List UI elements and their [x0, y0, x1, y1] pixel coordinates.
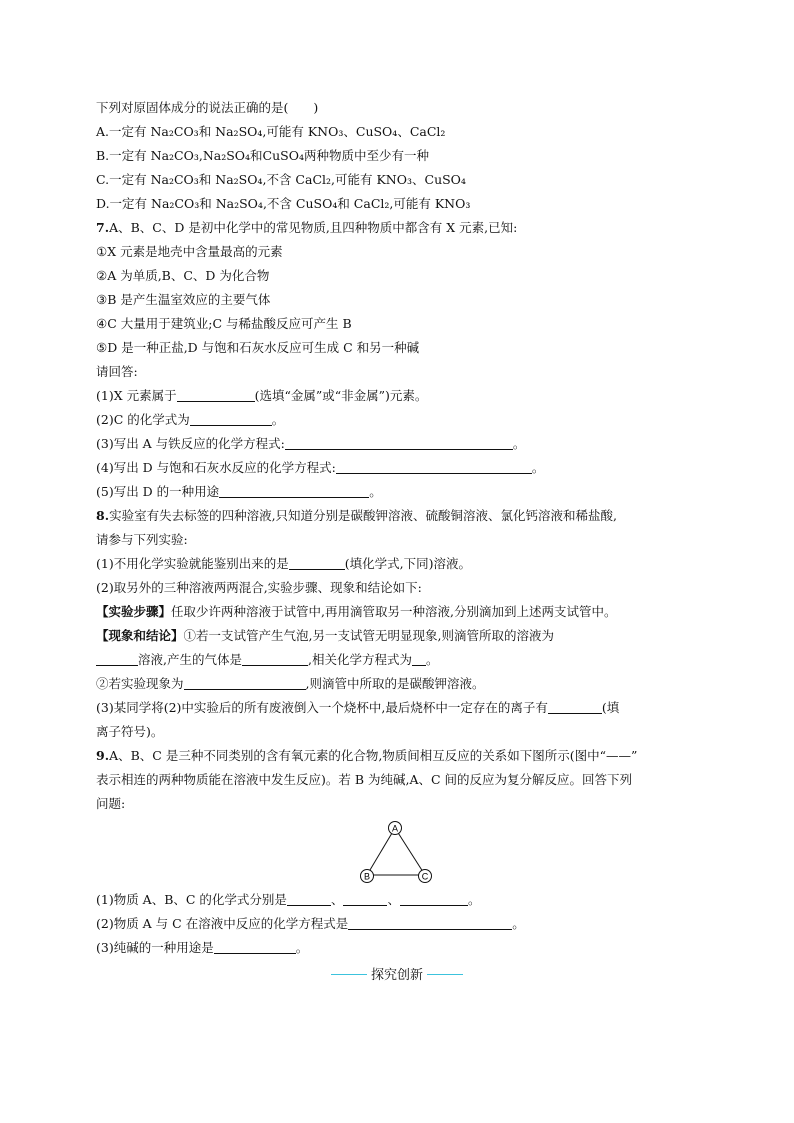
obs3-a: ②若实验现象为: [96, 676, 184, 691]
step-tag: 【实验步骤】: [96, 604, 172, 619]
option-c: C.一定有 Na₂CO₃和 Na₂SO₄,不含 CaCl₂,可能有 KNO₃、CuSO₄: [96, 172, 466, 187]
q9-stem-3: 问题:: [96, 796, 126, 811]
q8-steps: [96, 604, 616, 620]
q7-1-pre: (1)X 元素属于: [96, 388, 177, 403]
q7-3-post: 。: [512, 436, 526, 451]
answer-blank[interactable]: [336, 461, 532, 474]
q8-observation-3: [96, 676, 485, 692]
q7-part-4: [96, 460, 544, 476]
q7-part-2: [96, 412, 284, 428]
q7-part-3: [96, 436, 525, 452]
relation-diagram: [355, 820, 445, 890]
q7-5-post: 。: [369, 484, 382, 499]
q8-observation: [96, 628, 554, 644]
answer-blank[interactable]: [214, 941, 296, 954]
q7-3-pre: (3)写出 A 与铁反应的化学方程式:: [96, 436, 285, 451]
q8-stem-2: 请参与下列实验:: [96, 532, 188, 547]
answer-blank[interactable]: [348, 917, 512, 930]
section-title: [0, 964, 794, 983]
edge-ac: [395, 828, 425, 875]
obs3-b: ,则滴管中所取的是碳酸钾溶液。: [305, 676, 485, 691]
q7-4-pre: (4)写出 D 与饱和石灰水反应的化学方程式:: [96, 460, 336, 475]
q7-part-5: [96, 484, 382, 500]
answer-blank[interactable]: [412, 653, 426, 666]
q8-part-1: [96, 556, 471, 572]
q8-3-post: (填: [601, 700, 620, 715]
answer-blank[interactable]: [400, 893, 468, 906]
title-rule-left: [331, 974, 367, 975]
q8-part-2: (2)取另外的三种溶液两两混合,实验步骤、现象和结论如下:: [96, 580, 422, 595]
q7-cond-1: ①X 元素是地壳中含量最高的元素: [96, 244, 283, 259]
option-d: D.一定有 Na₂CO₃和 Na₂SO₄,不含 CuSO₄和 CaCl₂,可能有 KNO₃: [96, 196, 471, 211]
q7-cond-2: ②A 为单质,B、C、D 为化合物: [96, 268, 270, 283]
section-title-text: 探究创新: [370, 968, 423, 983]
obs-text: ①若一支试管产生气泡,另一支试管无明显现象,则滴管所取的溶液为: [183, 628, 554, 643]
q8-part-3: [96, 700, 619, 716]
q8-3-pre: (3)某同学将(2)中实验后的所有废液倒入一个烧杯中,最后烧杯中一定存在的离子有: [96, 700, 548, 715]
answer-blank[interactable]: [289, 557, 345, 570]
q8-observation-2: [96, 652, 438, 668]
answer-blank[interactable]: [96, 653, 138, 666]
q7-text: A、B、C、D 是初中化学中的常见物质,且四种物质中都含有 X 元素,已知:: [109, 220, 518, 235]
obs2-b: ,相关化学方程式为: [307, 652, 412, 667]
q9-3-pre: (3)纯碱的一种用途是: [96, 940, 214, 955]
q8-1-post: (填化学式,下同)溶液。: [344, 556, 471, 571]
q7-part-1: [96, 388, 427, 404]
q7-ask: 请回答:: [96, 364, 138, 379]
q9-text: A、B、C 是三种不同类别的含有氧元素的化合物,物质间相互反应的关系如下图所示(图中“——”: [109, 748, 638, 763]
answer-blank[interactable]: [184, 677, 306, 690]
q9-part-2: [96, 916, 525, 932]
answer-blank[interactable]: [343, 893, 387, 906]
q8-number: 8.: [96, 508, 110, 523]
q8-stem: [96, 508, 617, 524]
answer-blank[interactable]: [190, 413, 272, 426]
q7-cond-3: ③B 是产生温室效应的主要气体: [96, 292, 271, 307]
q9-1-pre: (1)物质 A、B、C 的化学式分别是: [96, 892, 287, 907]
title-rule-right: [427, 974, 463, 975]
q9-part-1: [96, 892, 480, 908]
q7-4-post: 。: [531, 460, 545, 475]
answer-blank[interactable]: [219, 485, 369, 498]
q8-text: 实验室有失去标签的四种溶液,只知道分别是碳酸钾溶液、硫酸铜溶液、氯化钙溶液和稀盐酸,: [109, 508, 618, 523]
q8-1-pre: (1)不用化学实验就能鉴别出来的是: [96, 556, 289, 571]
q9-number: 9.: [96, 748, 110, 763]
q9-2-post: 。: [512, 916, 525, 931]
q7-5-pre: (5)写出 D 的一种用途: [96, 484, 220, 499]
node-a-label: A: [391, 823, 399, 834]
obs-tag: 【现象和结论】: [96, 628, 184, 643]
option-a: A.一定有 Na₂CO₃和 Na₂SO₄,可能有 KNO₃、CuSO₄、CaCl₂: [96, 124, 446, 139]
node-c-label: C: [421, 871, 429, 882]
q7-stem: [96, 220, 517, 236]
q7-cond-4: ④C 大量用于建筑业;C 与稀盐酸反应可产生 B: [96, 316, 352, 331]
step-text: 任取少许两种溶液于试管中,再用滴管取另一种溶液,分别滴加到上述两支试管中。: [171, 604, 617, 619]
obs2-a: 溶液,产生的气体是: [138, 652, 242, 667]
q9-part-3: [96, 940, 308, 956]
option-b: B.一定有 Na₂CO₃,Na₂SO₄和CuSO₄两种物质中至少有一种: [96, 148, 429, 163]
q8-part-3-cont: 离子符号)。: [96, 724, 164, 739]
node-b-label: B: [363, 871, 371, 882]
edge-ab: [367, 828, 395, 875]
answer-blank[interactable]: [287, 893, 331, 906]
q9-3-post: 。: [295, 940, 309, 955]
obs2-c: 。: [425, 652, 439, 667]
q9-2-pre: (2)物质 A 与 C 在溶液中反应的化学方程式是: [96, 916, 349, 931]
q7-number: 7.: [96, 220, 110, 235]
q9-stem-2: 表示相连的两种物质能在溶液中发生反应)。若 B 为纯碱,A、C 间的反应为复分解反应。回答下列: [96, 772, 633, 787]
q7-1-post: (选填“金属”或“非金属”)元素。: [254, 388, 428, 403]
answer-blank[interactable]: [548, 701, 602, 714]
q7-2-pre: (2)C 的化学式为: [96, 412, 190, 427]
q7-cond-5: ⑤D 是一种正盐,D 与饱和石灰水反应可生成 C 和另一种碱: [96, 340, 420, 355]
answer-blank[interactable]: [285, 437, 513, 450]
q7-2-post: 。: [271, 412, 285, 427]
q9-1-post: 。: [467, 892, 481, 907]
answer-blank[interactable]: [177, 389, 255, 402]
answer-blank[interactable]: [242, 653, 308, 666]
q9-stem: [96, 748, 637, 764]
q6-stem: 下列对原固体成分的说法正确的是( ): [96, 100, 319, 115]
q9-1-sep1: 、: [330, 892, 344, 907]
q9-1-sep2: 、: [387, 892, 400, 907]
